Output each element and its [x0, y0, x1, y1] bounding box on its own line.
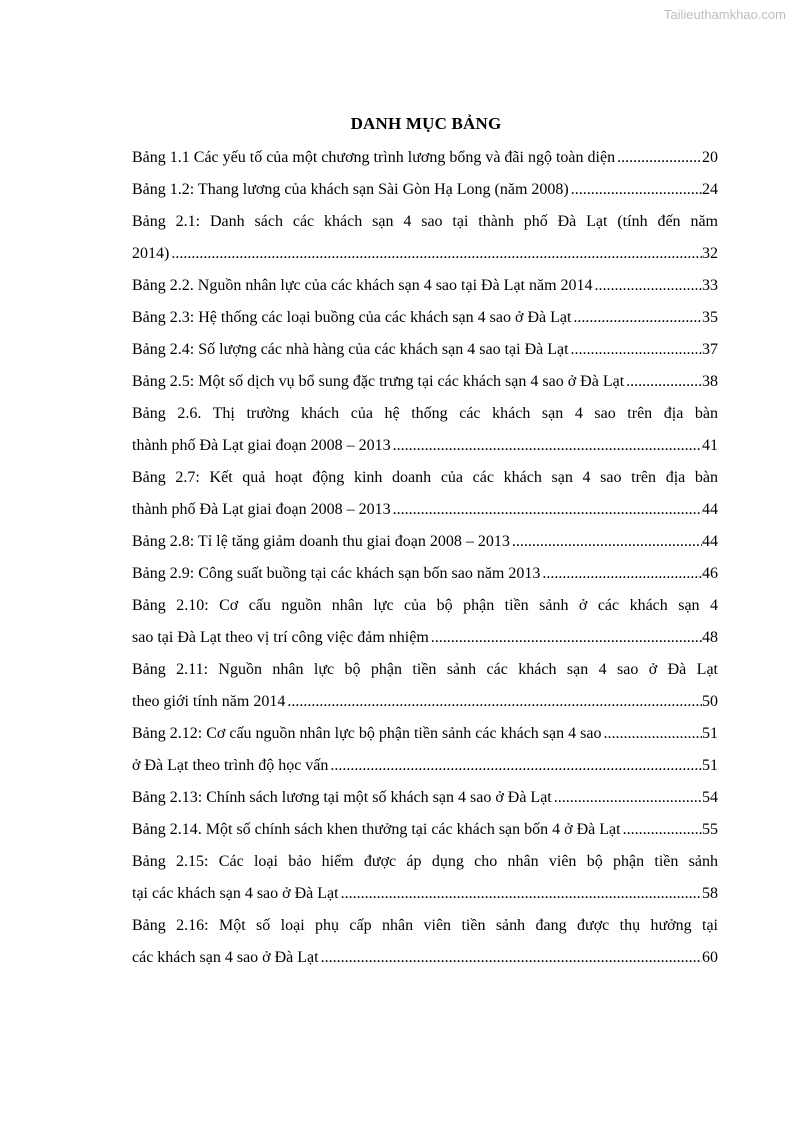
toc-entry[interactable]	[132, 846, 718, 910]
toc-entry-text: ở Đà Lạt theo trình độ học vấn	[132, 757, 329, 774]
toc-entry-text: tại các khách sạn 4 sao ở Đà Lạt	[132, 885, 339, 902]
toc-entry[interactable]	[132, 654, 718, 718]
toc-page-number: 20	[702, 149, 718, 166]
toc-entry-line	[132, 366, 718, 398]
toc-dot-leader	[615, 142, 702, 174]
toc-entry-line	[132, 238, 718, 270]
toc-dot-leader	[429, 622, 702, 654]
toc-entry-line	[132, 878, 718, 910]
toc-dot-leader	[540, 558, 702, 590]
toc-entry-text: Bảng 2.3: Hệ thống các loại buồng của các khách sạn 4 sao ở Đà Lạt	[132, 309, 572, 326]
toc-entry-text: Bảng 1.1 Các yếu tố của một chương trình lương bổng và đãi ngộ toàn diện	[132, 149, 616, 166]
toc-entry-text: Bảng 2.4: Số lượng các nhà hàng của các khách sạn 4 sao tại Đà Lạt	[132, 341, 569, 358]
toc-dot-leader	[328, 750, 702, 782]
toc-entry-text: Bảng 2.8: Tỉ lệ tăng giảm doanh thu giai đoạn 2008 – 2013	[132, 533, 510, 550]
toc-entry-line	[132, 302, 718, 334]
toc-entry-lead-text: Bảng 2.6. Thị trường khách của hệ thống các khách sạn 4 sao trên địa bàn	[132, 405, 718, 422]
toc-dot-leader	[624, 366, 702, 398]
toc-page-number: 37	[702, 341, 718, 358]
toc-entry-line	[132, 142, 718, 174]
toc-entry[interactable]	[132, 398, 718, 462]
toc-entry-text: các khách sạn 4 sao ở Đà Lạt	[132, 949, 319, 966]
toc-dot-leader	[552, 782, 702, 814]
toc-entry-line	[132, 494, 718, 526]
toc-page-number: 51	[702, 757, 718, 774]
toc-page-number: 51	[702, 725, 718, 742]
page-title: DANH MỤC BẢNG	[350, 114, 502, 133]
toc-entry[interactable]	[132, 910, 718, 974]
toc-entry-text: Bảng 2.2. Nguồn nhân lực của các khách sạn 4 sao tại Đà Lạt năm 2014	[132, 277, 593, 294]
toc-page-number: 58	[702, 885, 718, 902]
toc-entry-text: theo giới tính năm 2014	[132, 693, 286, 710]
toc-entry[interactable]	[132, 206, 718, 270]
toc-entry-text: Bảng 2.12: Cơ cấu nguồn nhân lực bộ phận tiền sảnh các khách sạn 4 sao	[132, 725, 602, 742]
toc-dot-leader	[169, 238, 702, 270]
table-of-contents	[132, 142, 718, 974]
toc-page-number: 38	[702, 373, 718, 390]
toc-entry-line	[132, 814, 718, 846]
toc-entry-line	[132, 782, 718, 814]
toc-page-number: 32	[702, 245, 718, 262]
toc-page-number: 48	[702, 629, 718, 646]
toc-entry[interactable]	[132, 302, 718, 334]
toc-entry-line	[132, 750, 718, 782]
toc-entry[interactable]	[132, 558, 718, 590]
toc-entry-line	[132, 526, 718, 558]
toc-dot-leader	[510, 526, 702, 558]
toc-dot-leader	[571, 302, 702, 334]
toc-entry-line	[132, 334, 718, 366]
toc-entry[interactable]	[132, 174, 718, 206]
toc-entry[interactable]	[132, 270, 718, 302]
toc-page-number: 50	[702, 693, 718, 710]
toc-entry-line	[132, 942, 718, 974]
toc-page-number: 60	[702, 949, 718, 966]
toc-entry[interactable]	[132, 718, 718, 750]
toc-entry-lead-text: Bảng 2.15: Các loại bảo hiểm được áp dụng cho nhân viên bộ phận tiền sảnh	[132, 853, 718, 870]
toc-page-number: 41	[702, 437, 718, 454]
toc-entry[interactable]	[132, 366, 718, 398]
toc-entry[interactable]	[132, 526, 718, 558]
toc-entry[interactable]	[132, 750, 718, 782]
toc-entry[interactable]	[132, 142, 718, 174]
toc-entry-line	[132, 718, 718, 750]
toc-entry[interactable]	[132, 462, 718, 526]
toc-entry-text: Bảng 2.13: Chính sách lương tại một số khách sạn 4 sao ở Đà Lạt	[132, 789, 552, 806]
toc-dot-leader	[569, 334, 702, 366]
toc-entry-lead-text: Bảng 2.7: Kết quả hoạt động kinh doanh của các khách sạn 4 sao trên địa bàn	[132, 469, 718, 486]
toc-entry-line	[132, 174, 718, 206]
toc-page-number: 35	[702, 309, 718, 326]
toc-dot-leader	[319, 942, 702, 974]
toc-page-number: 44	[702, 533, 718, 550]
toc-page-number: 55	[702, 821, 718, 838]
toc-entry-line	[132, 270, 718, 302]
toc-dot-leader	[593, 270, 702, 302]
toc-dot-leader	[391, 494, 702, 526]
toc-entry-text: Bảng 1.2: Thang lương của khách sạn Sài Gòn Hạ Long (năm 2008)	[132, 181, 569, 198]
toc-entry-lead-text: Bảng 2.11: Nguồn nhân lực bộ phận tiền sảnh các khách sạn 4 sao ở Đà Lạt	[132, 661, 718, 678]
toc-dot-leader	[391, 430, 702, 462]
toc-page-number: 46	[702, 565, 718, 582]
toc-dot-leader	[285, 686, 702, 718]
toc-entry-lead-text: Bảng 2.1: Danh sách các khách sạn 4 sao tại thành phố Đà Lạt (tính đến năm	[132, 213, 718, 230]
toc-entry-text: thành phố Đà Lạt giai đoạn 2008 – 2013	[132, 437, 391, 454]
toc-entry[interactable]	[132, 334, 718, 366]
toc-entry-text: sao tại Đà Lạt theo vị trí công việc đảm nhiệm	[132, 629, 429, 646]
toc-entry-text: Bảng 2.14. Một số chính sách khen thưởng tại các khách sạn bốn 4 ở Đà Lạt	[132, 821, 621, 838]
toc-entry-line	[132, 686, 718, 718]
toc-page-number: 54	[702, 789, 718, 806]
toc-entry-line	[132, 558, 718, 590]
toc-page-number: 33	[702, 277, 718, 294]
toc-entry-text: 2014)	[132, 245, 170, 262]
toc-entry-text: thành phố Đà Lạt giai đoạn 2008 – 2013	[132, 501, 391, 518]
watermark: Tailieuthamkhao.com	[663, 7, 786, 22]
toc-page-number: 44	[702, 501, 718, 518]
toc-entry[interactable]	[132, 814, 718, 846]
toc-entry-lead-text: Bảng 2.16: Một số loại phụ cấp nhân viên tiền sảnh đang được thụ hưởng tại	[132, 917, 718, 934]
toc-entry-text: Bảng 2.5: Một số dịch vụ bổ sung đặc trưng tại các khách sạn 4 sao ở Đà Lạt	[132, 373, 625, 390]
toc-page-number: 24	[702, 181, 718, 198]
toc-entry[interactable]	[132, 590, 718, 654]
toc-dot-leader	[621, 814, 702, 846]
toc-entry[interactable]	[132, 782, 718, 814]
toc-entry-line	[132, 430, 718, 462]
toc-dot-leader	[601, 718, 702, 750]
toc-dot-leader	[569, 174, 702, 206]
toc-dot-leader	[339, 878, 702, 910]
toc-entry-text: Bảng 2.9: Công suất buồng tại các khách sạn bốn sao năm 2013	[132, 565, 541, 582]
toc-entry-lead-text: Bảng 2.10: Cơ cấu nguồn nhân lực của bộ phận tiền sảnh ở các khách sạn 4	[132, 597, 718, 614]
toc-entry-line	[132, 622, 718, 654]
